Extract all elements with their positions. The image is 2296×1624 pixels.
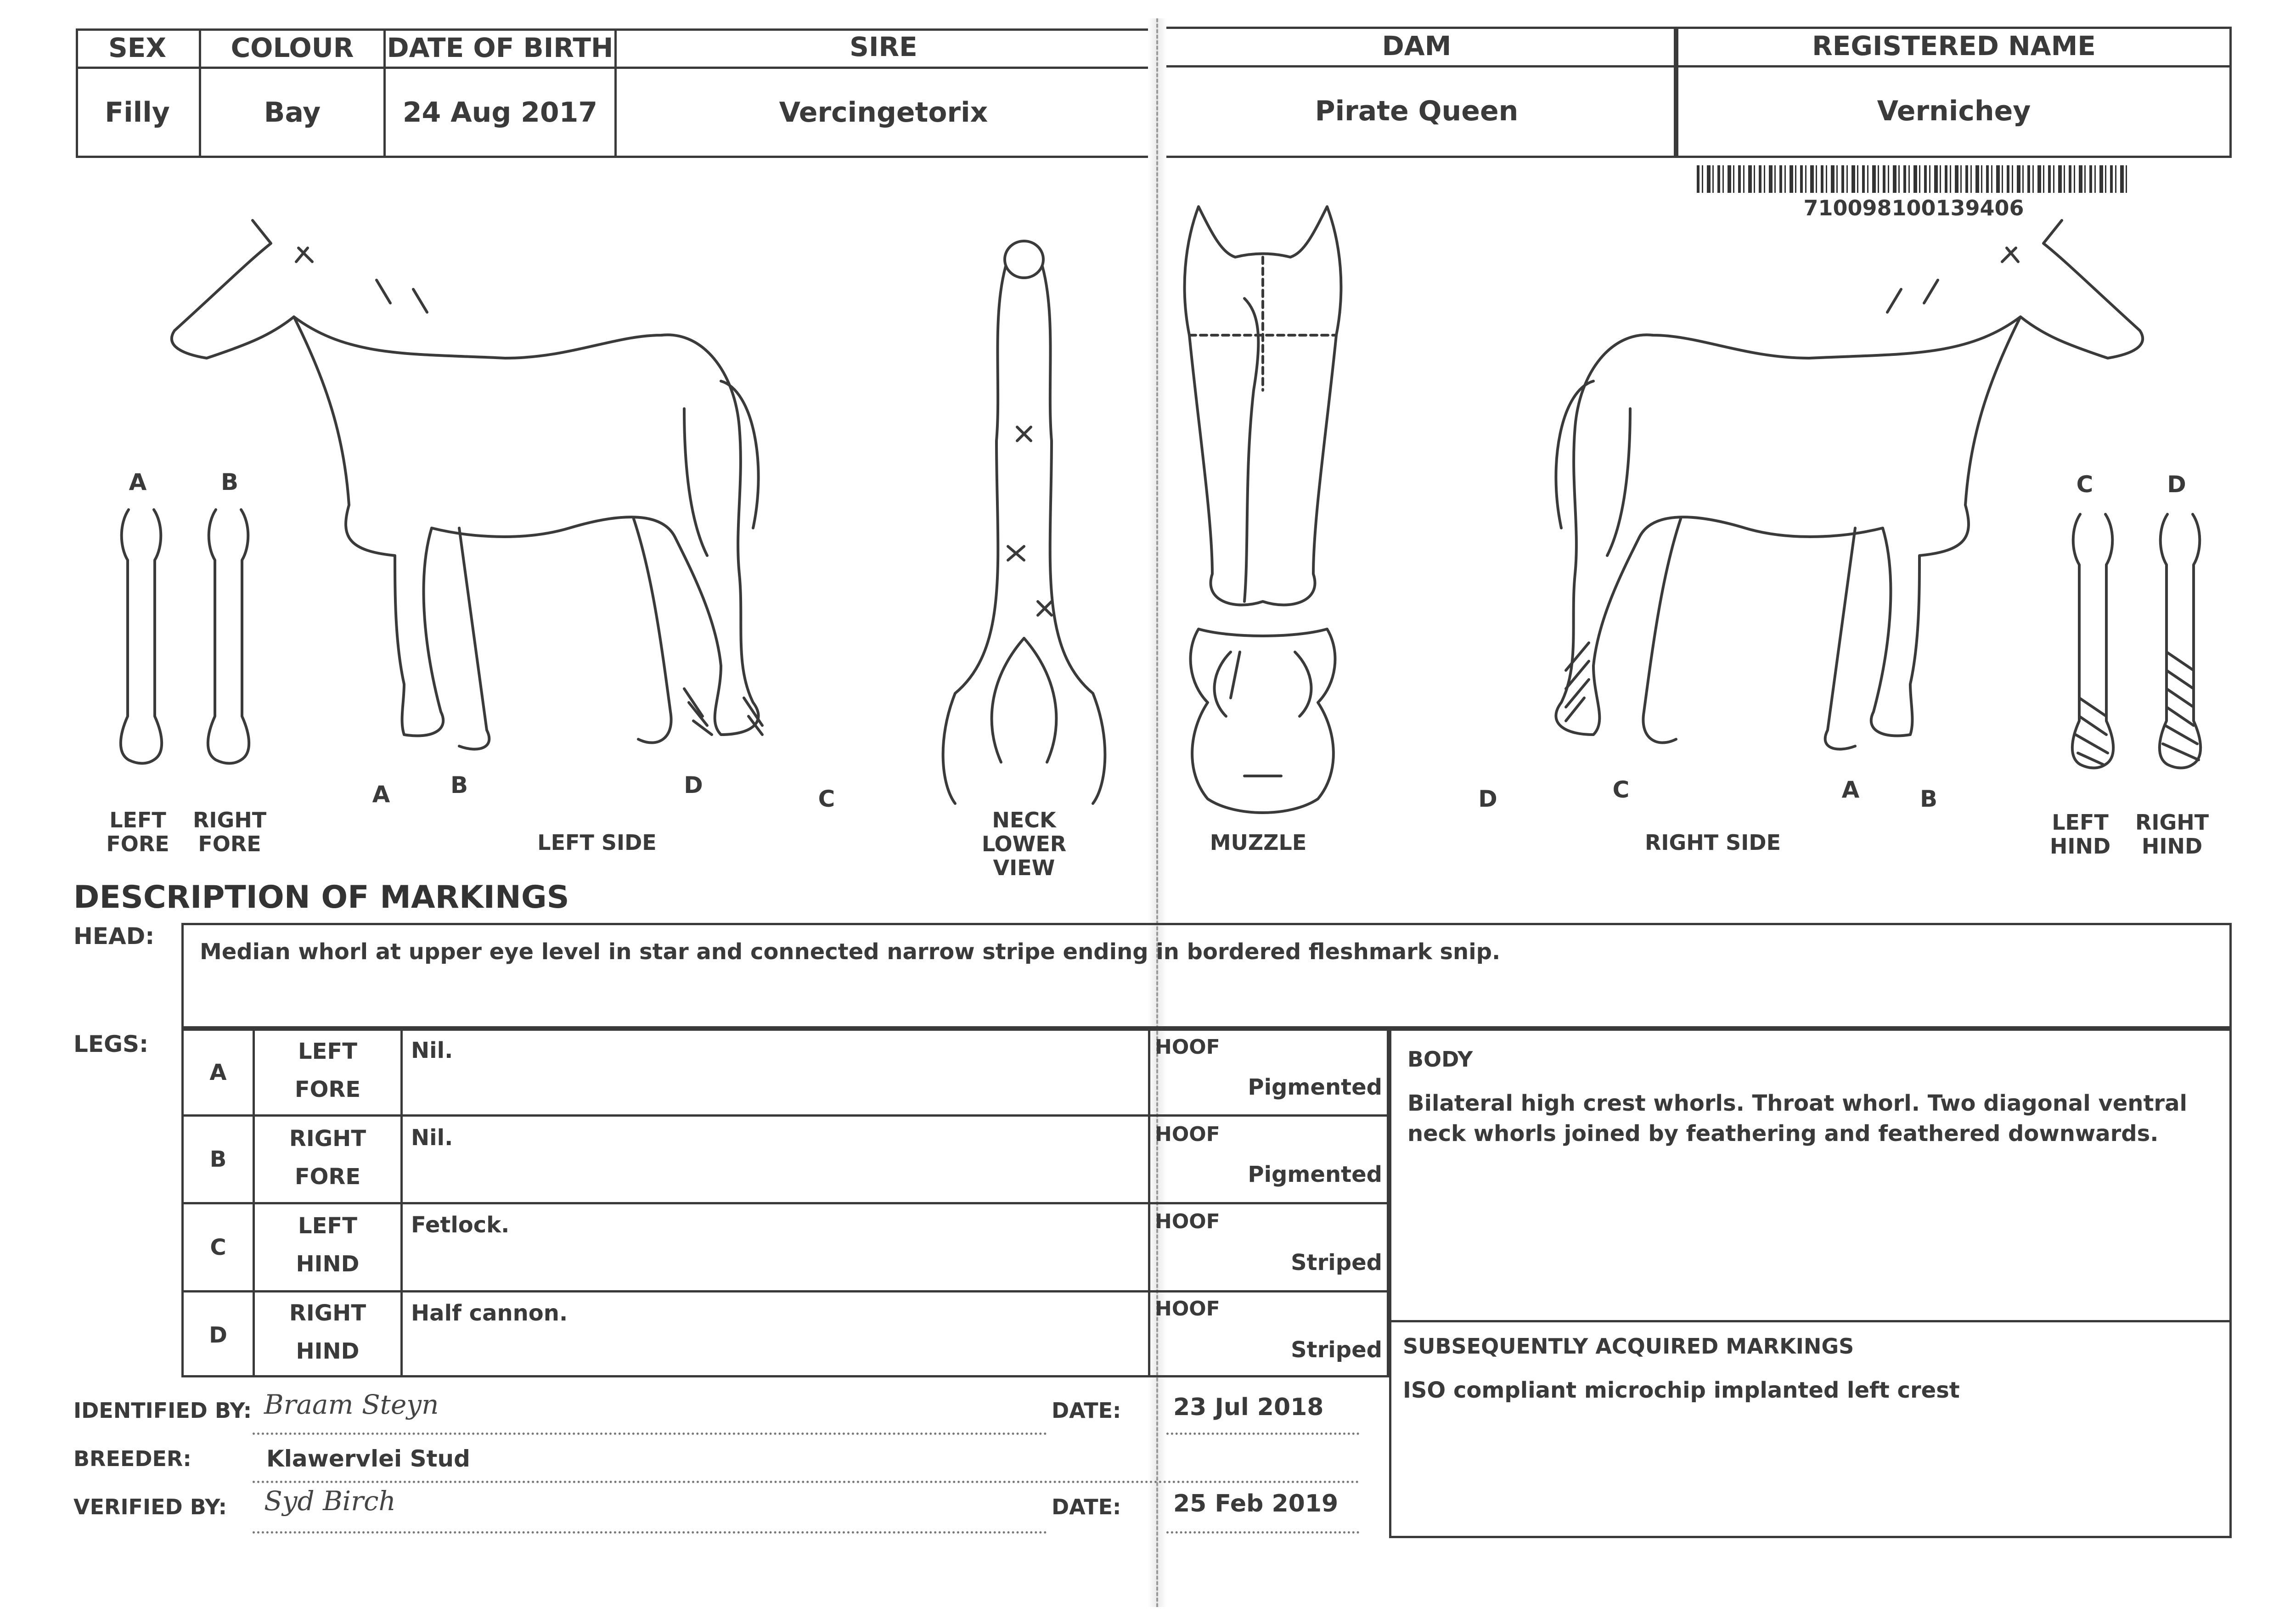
dob-label: DATE OF BIRTH — [387, 32, 613, 63]
leg-letter-a-left: A — [129, 469, 147, 495]
identified-by-label: IDENTIFIED BY: — [73, 1398, 252, 1423]
breeder-value: Klawervlei Stud — [266, 1445, 470, 1472]
left-side-letter-c: C — [818, 786, 835, 812]
leg-row-c-letter: C — [210, 1234, 226, 1260]
leg-letter-c-right: C — [2076, 471, 2093, 498]
leg-row-a-letter: A — [209, 1060, 227, 1085]
right-hind-label: RIGHT HIND — [2135, 810, 2209, 859]
left-side-label: LEFT SIDE — [537, 830, 657, 855]
leg-row-a-desc: Nil. — [411, 1038, 453, 1063]
leg-row-b-desc: Nil. — [411, 1125, 453, 1151]
body-label: BODY — [1407, 1047, 1473, 1072]
dob-value: 24 Aug 2017 — [402, 96, 598, 129]
acquired-label: SUBSEQUENTLY ACQUIRED MARKINGS — [1403, 1334, 1854, 1359]
head-text: Median whorl at upper eye level in star and connected narrow stripe ending in bordered fleshmark snip. — [200, 939, 1501, 965]
verified-by-label: VERIFIED BY: — [73, 1495, 227, 1519]
identified-by-line — [253, 1433, 1047, 1435]
sire-value: Vercingetorix — [779, 96, 988, 129]
right-side-letter-d: D — [1478, 786, 1497, 812]
registered-name-label: REGISTERED NAME — [1812, 30, 2096, 62]
leg-row-b-letter: B — [209, 1146, 227, 1172]
leg-row-d-hoof: Striped — [1291, 1337, 1382, 1363]
leg-row-b-hoof-label: HOOF — [1155, 1123, 1220, 1146]
sire-label: SIRE — [850, 31, 917, 62]
body-text: Bilateral high crest whorls. Throat whorl. Two diagonal ventral neck whorls joined by feathering and feathered downwards. — [1407, 1090, 2187, 1146]
leg-row-c-limb-top: LEFT — [298, 1213, 357, 1239]
leg-row-d-desc: Half cannon. — [411, 1300, 568, 1326]
head-label: HEAD: — [73, 923, 155, 950]
neck-lower-view-label: NECK LOWER VIEW — [981, 808, 1067, 880]
left-side-letter-d: D — [684, 772, 703, 798]
identified-by-signature: Braam Steyn — [264, 1389, 439, 1420]
leg-row-d-limb-top: RIGHT — [289, 1300, 366, 1326]
leg-letter-d-right: D — [2167, 471, 2186, 498]
right-side-letter-a: A — [1841, 776, 1860, 803]
leg-row-a-limb-bottom: FORE — [294, 1077, 361, 1102]
leg-row-c-hoof-label: HOOF — [1155, 1210, 1220, 1233]
leg-row-c-limb-bottom: HIND — [296, 1251, 360, 1277]
neck-lower-view-diagram — [937, 234, 1130, 808]
muzzle-label: MUZZLE — [1210, 830, 1307, 855]
leg-row-b-limb-bottom: FORE — [294, 1164, 361, 1190]
dam-label: DAM — [1382, 30, 1452, 62]
colour-value: Bay — [264, 96, 321, 129]
registered-name-value: Vernichey — [1877, 95, 2031, 127]
verified-by-line — [253, 1531, 1047, 1534]
right-side-letter-b: B — [1919, 786, 1938, 812]
leg-row-d-limb-bottom: HIND — [296, 1338, 360, 1364]
date-label-2: DATE: — [1052, 1495, 1121, 1519]
verified-by-signature: Syd Birch — [264, 1485, 396, 1517]
barcode — [1697, 165, 2131, 193]
acquired-text: ISO compliant microchip implanted left crest — [1403, 1377, 1960, 1403]
leg-row-b-limb-top: RIGHT — [289, 1126, 366, 1152]
leg-row-a-hoof: Pigmented — [1248, 1074, 1382, 1100]
hind-legs-diagram — [2053, 500, 2227, 813]
date-line-1 — [1166, 1433, 1359, 1435]
breeder-label: BREEDER: — [73, 1446, 191, 1471]
right-side-label: RIGHT SIDE — [1644, 830, 1781, 855]
legs-label: LEGS: — [73, 1031, 149, 1057]
left-side-letter-a: A — [372, 781, 390, 808]
breeder-line — [253, 1481, 1359, 1483]
right-side-letter-c: C — [1612, 776, 1630, 803]
date-line-2 — [1166, 1531, 1359, 1534]
leg-row-c-desc: Fetlock. — [411, 1212, 510, 1238]
left-side-horse-diagram — [156, 207, 882, 794]
leg-row-b-hoof: Pigmented — [1248, 1162, 1382, 1187]
markings-title: DESCRIPTION OF MARKINGS — [73, 879, 569, 916]
right-fore-label: RIGHT FORE — [193, 808, 267, 856]
date-value-1: 23 Jul 2018 — [1173, 1394, 1324, 1421]
sex-value: Filly — [105, 96, 170, 129]
colour-label: COLOUR — [231, 32, 354, 63]
barcode-number: 710098100139406 — [1803, 196, 2024, 220]
head-front-diagram — [1176, 197, 1350, 611]
muzzle-diagram — [1180, 624, 1345, 813]
sex-label: SEX — [108, 32, 167, 63]
date-label-1: DATE: — [1052, 1398, 1121, 1423]
dam-value: Pirate Queen — [1315, 95, 1519, 127]
left-side-letter-b: B — [450, 772, 468, 798]
date-value-2: 25 Feb 2019 — [1173, 1490, 1339, 1517]
leg-row-a-limb-top: LEFT — [298, 1039, 357, 1064]
leg-row-c-hoof: Striped — [1291, 1250, 1382, 1276]
leg-row-d-letter: D — [209, 1322, 227, 1348]
leg-row-a-hoof-label: HOOF — [1155, 1035, 1220, 1059]
leg-row-d-hoof-label: HOOF — [1155, 1297, 1220, 1321]
right-side-horse-diagram — [1433, 207, 2158, 794]
leg-letter-b-left: B — [220, 469, 239, 495]
left-hind-label: LEFT HIND — [2049, 810, 2111, 859]
left-fore-label: LEFT FORE — [106, 808, 169, 856]
